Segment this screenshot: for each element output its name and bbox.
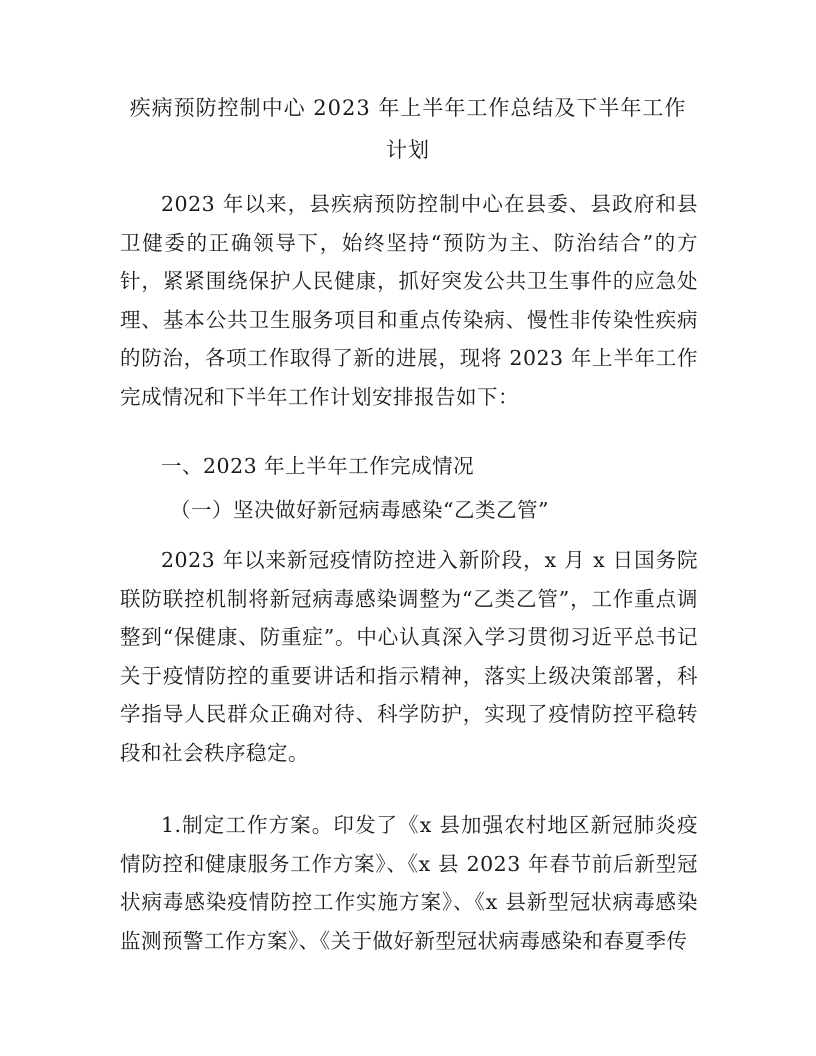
- plan-paragraph: 1.制定工作方案。印发了《x 县加强农村地区新冠肺炎疫情防控和健康服务工作方案》、《x 县 2023 年春节前后新型冠状病毒感染疫情防控工作实施方案》、《x 县新型冠状病毒感染监测预警工作方案》、《关于做好新型冠状病毒感染和春夏季传: [120, 813, 698, 953]
- document-title: 疾病预防控制中心 2023 年上半年工作总结及下半年工作计划: [129, 96, 687, 162]
- section-heading: 一、2023 年上半年工作完成情况: [161, 454, 475, 478]
- intro-paragraph: 2023 年以来，县疾病预防控制中心在县委、县政府和县卫健委的正确领导下，始终坚持“预防为主、防治结合”的方针，紧紧围绕保护人民健康，抓好突发公共卫生事件的应急处理、基本公共卫生服务项目和重点传染病、慢性非传染性疾病的防治，各项工作取得了新的进展，现将 2023 年上半年工作完成情况和下半年工作计划安排报告如下：: [120, 192, 698, 409]
- covid-paragraph: 2023 年以来新冠疫情防控进入新阶段，x 月 x 日国务院联防联控机制将新冠病毒感染调整为“乙类乙管”，工作重点调整到“保健康、防重症”。中心认真深入学习贯彻习近平总书记关于疫情防控的重要讲话和指示精神，落实上级决策部署，科学指导人民群众正确对待、科学防护，实现了疫情防控平稳转段和社会秩序稳定。: [120, 548, 698, 765]
- subsection-heading: （一）坚决做好新冠病毒感染“乙类乙管”: [170, 498, 549, 522]
